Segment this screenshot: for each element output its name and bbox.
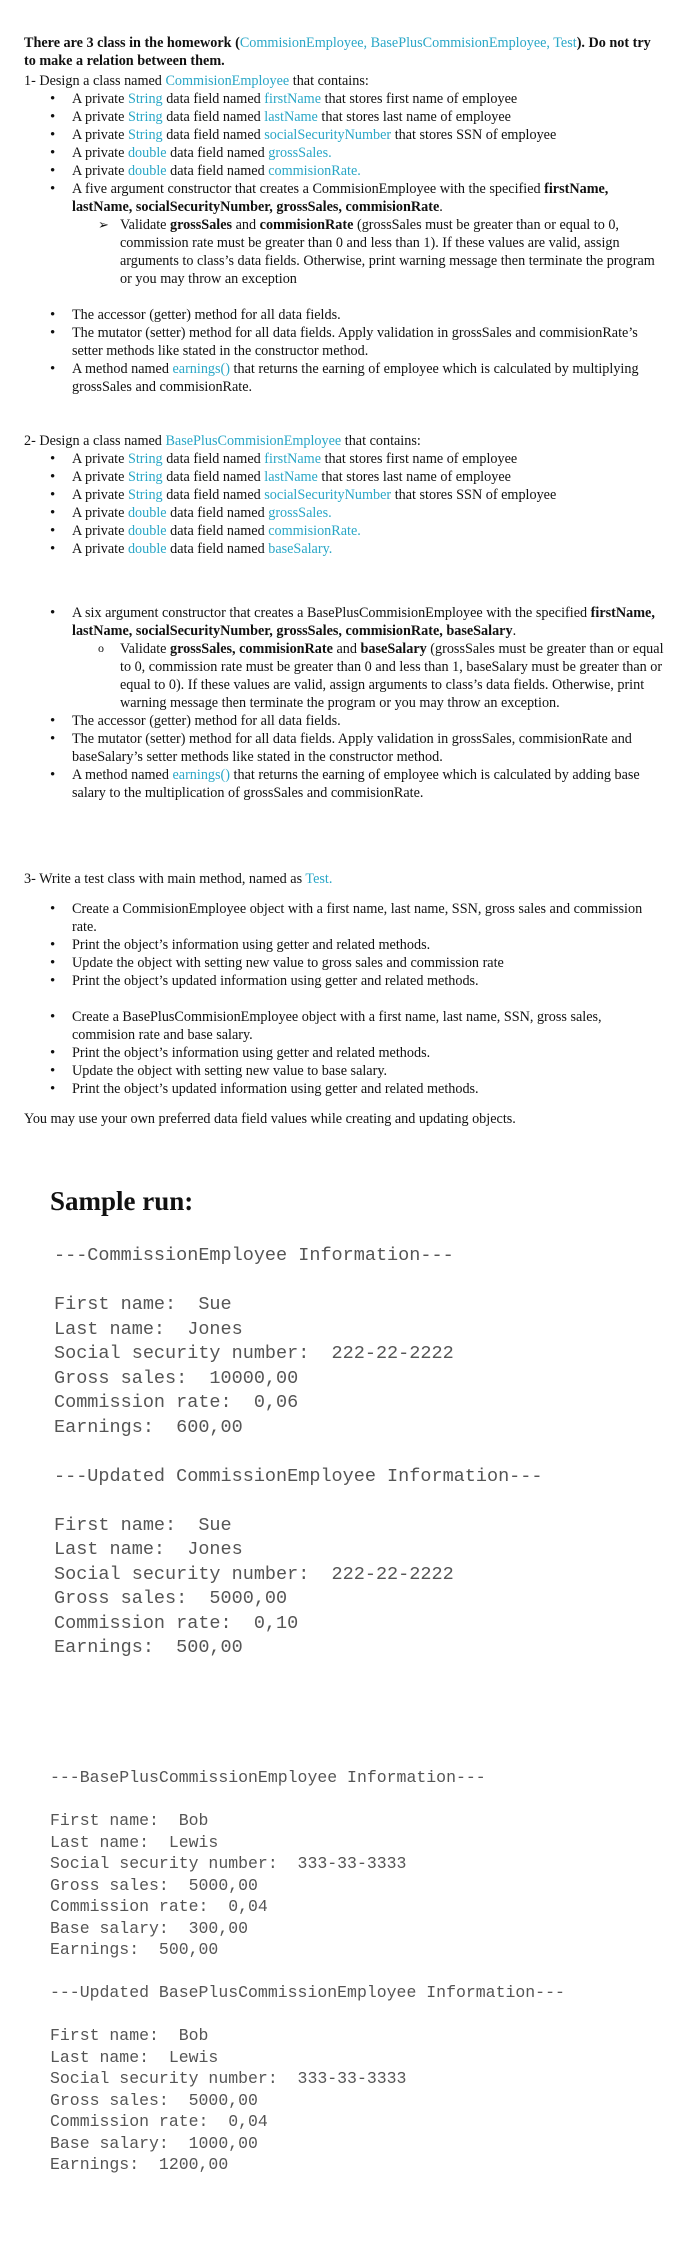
intro-lead: There are 3 class in the homework ( bbox=[24, 35, 240, 51]
list-item: • Update the object with setting new value to gross sales and commission rate bbox=[24, 954, 664, 972]
list-item: • A private double data field named baseSalary. bbox=[24, 540, 664, 558]
list-item: • A private String data field named firstName that stores first name of employee bbox=[24, 90, 664, 108]
section-3-list-a bbox=[24, 900, 664, 990]
section-3-list-b bbox=[24, 1008, 664, 1098]
heading-text: 1- Design a class named bbox=[24, 73, 166, 89]
section-3 bbox=[24, 870, 664, 1128]
list-item: • A private String data field named socialSecurityNumber that stores SSN of employee bbox=[24, 126, 664, 144]
list-item: • Update the object with setting new value to base salary. bbox=[24, 1062, 664, 1080]
list-item: • A five argument constructor that creates a CommisionEmployee with the specified firstName, lastName, socialSecurityNumber, grossSales, commisionRate. bbox=[24, 180, 664, 216]
list-item: • The accessor (getter) method for all data fields. bbox=[24, 306, 664, 324]
list-item: • A private double data field named grossSales. bbox=[24, 144, 664, 162]
list-item: • Create a BasePlusCommisionEmployee object with a first name, last name, SSN, gross sales, commision rate and base salary. bbox=[24, 1008, 664, 1044]
list-item: • A private String data field named firstName that stores first name of employee bbox=[24, 450, 664, 468]
list-item: • A private String data field named lastName that stores last name of employee bbox=[24, 108, 664, 126]
section-2-methods bbox=[24, 604, 664, 802]
list-item: • A private double data field named commisionRate. bbox=[24, 522, 664, 540]
section-1-methods bbox=[24, 306, 664, 396]
list-item: • A private String data field named socialSecurityNumber that stores SSN of employee bbox=[24, 486, 664, 504]
section-1 bbox=[24, 72, 664, 396]
closing-note: You may use your own preferred data field values while creating and updating objects. bbox=[24, 1111, 516, 1127]
section-2-heading: 2- Design a class named BasePlusCommisionEmployee that contains: bbox=[24, 433, 421, 449]
list-item: • Print the object’s updated information using getter and related methods. bbox=[24, 972, 664, 990]
section-1-heading bbox=[24, 72, 664, 90]
list-item: • Print the object’s updated information using getter and related methods. bbox=[24, 1080, 664, 1098]
section-3-heading: 3- Write a test class with main method, named as Test. bbox=[24, 871, 333, 887]
list-item: • Create a CommisionEmployee object with a first name, last name, SSN, gross sales and commission rate. bbox=[24, 900, 664, 936]
intro-paragraph bbox=[24, 34, 664, 70]
list-item: • The accessor (getter) method for all data fields. bbox=[24, 712, 664, 730]
list-item: • Print the object’s information using getter and related methods. bbox=[24, 1044, 664, 1062]
intro-class-names: CommisionEmployee, BasePlusCommisionEmployee, Test bbox=[239, 35, 577, 51]
list-item: o Validate grossSales, commisionRate and baseSalary (grossSales must be greater than or equal to 0, commission rate must be greater than 0 and less than 1, baseSalary must be greater than or equal to 0). If these values are valid, assign arguments to class’s data fields. Otherwise, print warning message then terminate the program or you may throw an exception. bbox=[24, 640, 664, 712]
list-item: • The mutator (setter) method for all data fields. Apply validation in grossSales and commisionRate’s setter methods like stated in the constructor method. bbox=[24, 324, 664, 360]
section-1-fields bbox=[24, 90, 664, 288]
list-item: • A method named earnings() that returns the earning of employee which is calculated by multiplying grossSales and commisionRate. bbox=[24, 360, 664, 396]
intro-tail: ). Do not try to make a relation between them. bbox=[24, 35, 651, 69]
sample-run-title: Sample run: bbox=[50, 1186, 194, 1216]
commission-employee-output: ---CommissionEmployee Information--- First name: Sue Last name: Jones Social security number: 222-22-2222 Gross sales: 10000,00 Commission rate: 0,06 Earnings: 600,00 ---Updated CommissionEmployee Information--- First name: Sue Last name: Jones Social security number: 222-22-2222 Gross sales: 5000,00 Commission rate: 0,10 Earnings: 500,00 bbox=[54, 1245, 543, 1658]
list-item: • A private String data field named lastName that stores last name of employee bbox=[24, 468, 664, 486]
list-item: ➢ Validate grossSales and commisionRate (grossSales must be greater than or equal to 0, commission rate must be greater than 0 and less than 1). If these values are valid, assign arguments to class’s data fields. Otherwise, print warning message then terminate the program or you may throw an exception bbox=[24, 216, 664, 288]
baseplus-employee-output: ---BasePlusCommissionEmployee Information--- First name: Bob Last name: Lewis Social security number: 333-33-3333 Gross sales: 5000,00 Commission rate: 0,04 Base salary: 300,00 Earnings: 500,00 ---Updated BasePlusCommissionEmployee Information--- First name: Bob Last name: Lewis Social security number: 333-33-3333 Gross sales: 5000,00 Commission rate: 0,04 Base salary: 1000,00 Earnings: 1200,00 bbox=[50, 1768, 565, 2174]
list-item: • A private double data field named grossSales. bbox=[24, 504, 664, 522]
list-item: • A method named earnings() that returns the earning of employee which is calculated by adding base salary to the multiplication of grossSales and commisionRate. bbox=[24, 766, 664, 802]
section-2-fields bbox=[24, 450, 664, 558]
class-name-keyword: CommisionEmployee bbox=[165, 73, 290, 89]
list-item: • A six argument constructor that creates a BasePlusCommisionEmployee with the specified firstName, lastName, socialSecurityNumber, grossSales, commisionRate, baseSalary. bbox=[24, 604, 664, 640]
list-item: • The mutator (setter) method for all data fields. Apply validation in grossSales, commisionRate and baseSalary’s setter methods like stated in the constructor method. bbox=[24, 730, 664, 766]
heading-text: that contains: bbox=[289, 73, 369, 89]
list-item: • Print the object’s information using getter and related methods. bbox=[24, 936, 664, 954]
list-item: • A private double data field named commisionRate. bbox=[24, 162, 664, 180]
section-2 bbox=[24, 432, 664, 802]
